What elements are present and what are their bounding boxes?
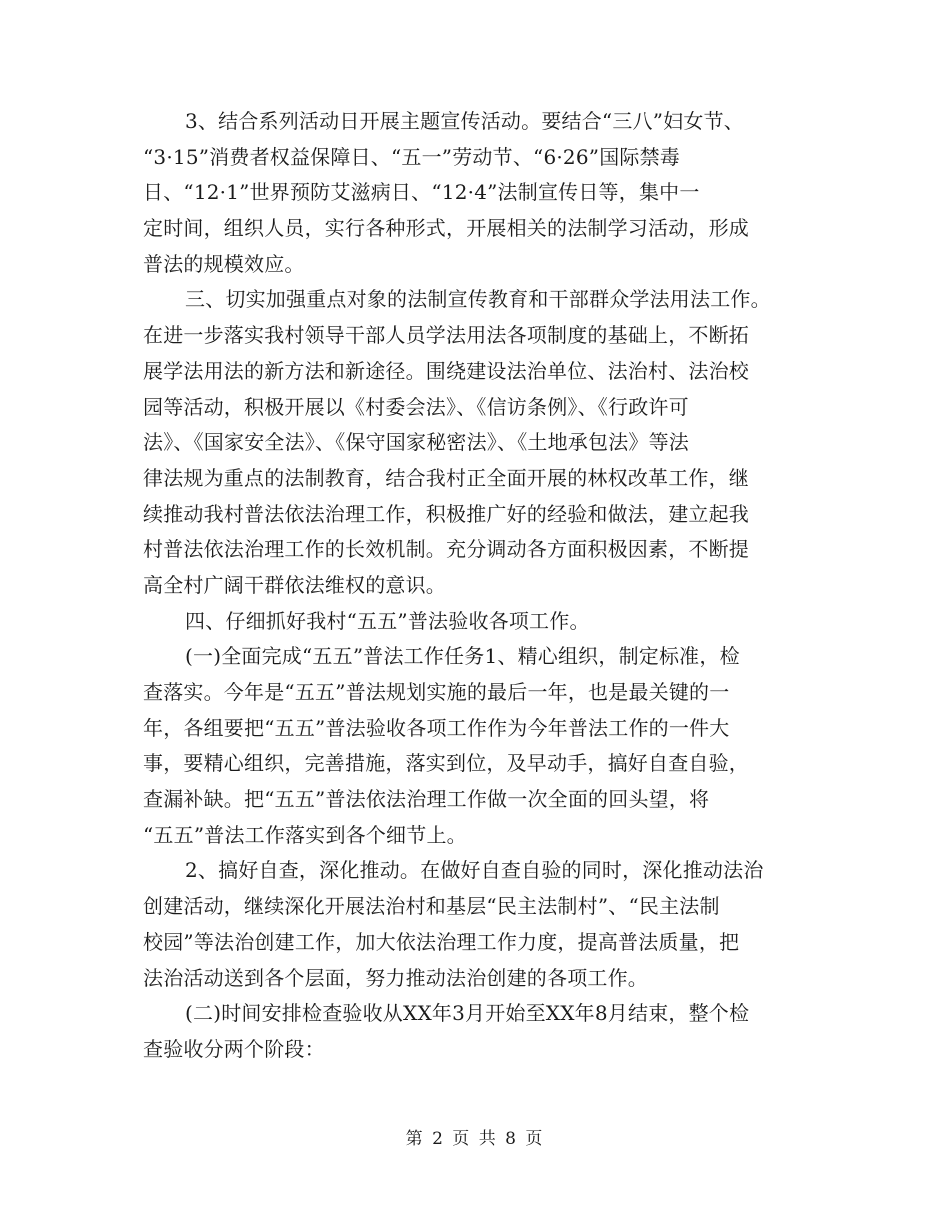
text-line: 高全村广阔干群依法维权的意识。 (143, 572, 446, 597)
text-line: 村普法依法治理工作的长效机制。充分调动各方面积极因素，不断提 (143, 537, 749, 562)
text-line: “3·15”消费者权益保障日、“五一”劳动节、“6·26”国际禁毒 (143, 144, 681, 169)
document-body (143, 104, 815, 1068)
text-line: “五五”普法工作落实到各个细节上。 (143, 822, 467, 847)
text-line: 定时间，组织人员，实行各种形式，开展相关的法制学习活动，形成 (143, 216, 749, 241)
text-line: 续推动我村普法依法治理工作，积极推广好的经验和做法，建立起我 (143, 501, 749, 526)
text-line: (二)时间安排检查验收从XX年3月开始至XX年8月结束，整个检 (185, 1001, 750, 1026)
text-line: 查验收分两个阶段： (143, 1036, 325, 1061)
text-line: 律法规为重点的法制教育，结合我村正全面开展的林权改革工作，继 (143, 465, 749, 490)
text-line: 查漏补缺。把“五五”普法依法治理工作做一次全面的回头望，将 (143, 787, 710, 812)
text-line: 法治活动送到各个层面，努力推动法治创建的各项工作。 (143, 965, 648, 990)
text-line: 法》、《国家安全法》、《保守国家秘密法》、《土地承包法》等法 (143, 430, 689, 455)
text-line: 事，要精心组织，完善措施，落实到位，及早动手，搞好自查自验， (143, 751, 749, 776)
text-line: (一)全面完成“五五”普法工作任务1、精心组织，制定标准，检 (185, 644, 740, 669)
page-number-footer: 第 2 页 共 8 页 (405, 1129, 545, 1149)
text-line: 年，各组要把“五五”普法验收各项工作作为今年普法工作的一件大 (143, 715, 730, 740)
text-line: 查落实。今年是“五五”普法规划实施的最后一年，也是最关键的一 (143, 680, 730, 704)
text-line: 在进一步落实我村领导干部人员学法用法各项制度的基础上，不断拓 (143, 323, 749, 348)
text-line: 日、“12·1”世界预防艾滋病日、“12·4”法制宣传日等，集中一 (143, 180, 700, 205)
text-line: 园等活动，积极开展以《村委会法》、《信访条例》、《行政许可 (143, 394, 689, 419)
text-line: 展学法用法的新方法和新途径。围绕建设法治单位、法治村、法治校 (143, 358, 749, 383)
text-line: 校园”等法治创建工作，加大依法治理工作力度，提高普法质量，把 (143, 929, 740, 954)
text-line: 创建活动，继续深化开展法治村和基层“民主法制村”、“民主法制 (143, 894, 720, 919)
text-line: 普法的规模效应。 (143, 251, 305, 276)
text-line: 三、切实加强重点对象的法制宣传教育和干部群众学法用法工作。 (185, 287, 771, 312)
text-line: 3、结合系列活动日开展主题宣传活动。要结合“三八”妇女节、 (185, 109, 744, 133)
text-line: 四、仔细抓好我村“五五”普法验收各项工作。 (185, 608, 590, 633)
text-line: 2、搞好自查，深化推动。在做好自查自验的同时，深化推动法治 (185, 858, 764, 883)
